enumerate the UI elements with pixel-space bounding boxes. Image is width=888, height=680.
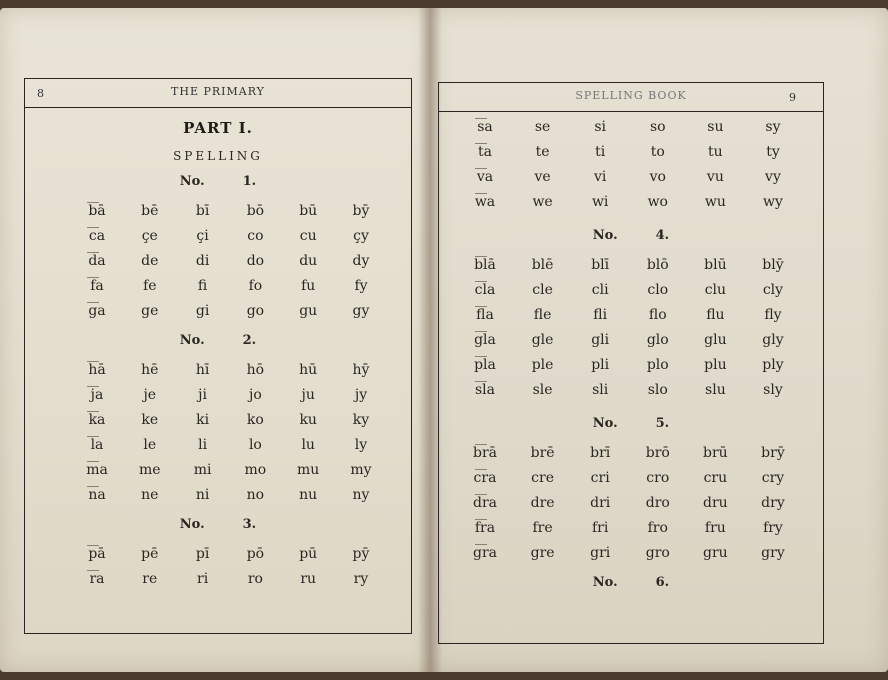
syllable: slu bbox=[705, 382, 726, 398]
syllable: gly bbox=[762, 332, 784, 348]
syllable-row bbox=[439, 165, 823, 190]
syllable: mo bbox=[244, 462, 267, 478]
syllable: de bbox=[141, 253, 159, 269]
syllable: ny bbox=[352, 487, 370, 503]
syllable: ke bbox=[141, 412, 159, 428]
syllable: vi bbox=[593, 169, 607, 185]
syllable-row bbox=[439, 353, 823, 378]
syllable: cry bbox=[761, 470, 785, 486]
group-heading bbox=[439, 570, 823, 596]
syllable: brē bbox=[530, 445, 555, 461]
right-page-header bbox=[439, 83, 823, 112]
syllable: brū bbox=[703, 445, 728, 461]
syllable: nu bbox=[299, 487, 318, 503]
syllable: tu bbox=[708, 144, 723, 160]
syllable: blȳ bbox=[762, 257, 784, 273]
syllable: se bbox=[534, 119, 551, 135]
part-title: PART I. bbox=[183, 119, 253, 137]
group-label: No. bbox=[179, 174, 205, 189]
syllable: blē bbox=[531, 257, 554, 273]
group-label: No. bbox=[592, 416, 618, 431]
syllable: brȳ bbox=[761, 445, 785, 461]
syllable: clu bbox=[704, 282, 727, 298]
group-rows bbox=[25, 542, 411, 592]
syllable: dy bbox=[352, 253, 370, 269]
syllable: na bbox=[77, 483, 117, 508]
syllable: slo bbox=[647, 382, 668, 398]
syllable: cri bbox=[590, 470, 610, 486]
syllable: gla bbox=[465, 328, 505, 353]
syllable: vo bbox=[649, 169, 666, 185]
syllable: bō bbox=[246, 203, 265, 219]
syllable-row bbox=[25, 299, 411, 324]
group-number: 5. bbox=[655, 416, 670, 431]
group-heading bbox=[25, 512, 411, 538]
syllable: my bbox=[350, 462, 372, 478]
syllable-row bbox=[439, 466, 823, 491]
right-page bbox=[430, 8, 888, 672]
syllable-row bbox=[25, 458, 411, 483]
syllable-row bbox=[25, 249, 411, 274]
group-label: No. bbox=[179, 333, 205, 348]
syllable-row bbox=[439, 328, 823, 353]
syllable: çy bbox=[353, 228, 369, 244]
syllable: fre bbox=[532, 520, 553, 536]
syllable: fo bbox=[248, 278, 263, 294]
syllable: fly bbox=[764, 307, 782, 323]
group-label: No. bbox=[179, 517, 205, 532]
syllable: gro bbox=[645, 545, 670, 561]
syllable-row bbox=[439, 441, 823, 466]
syllable: fri bbox=[592, 520, 609, 536]
syllable: brī bbox=[590, 445, 611, 461]
syllable: vy bbox=[765, 169, 781, 185]
syllable: ji bbox=[198, 387, 207, 403]
page-number: 8 bbox=[37, 87, 45, 100]
syllable: gle bbox=[531, 332, 554, 348]
syllable-row bbox=[25, 224, 411, 249]
syllable: glo bbox=[646, 332, 669, 348]
syllable: so bbox=[649, 119, 666, 135]
group-rows bbox=[25, 358, 411, 508]
page-number: 9 bbox=[789, 91, 797, 104]
syllable: ly bbox=[354, 437, 368, 453]
syllable-row bbox=[439, 541, 823, 566]
syllable: lu bbox=[301, 437, 315, 453]
syllable-groups bbox=[25, 169, 411, 592]
syllable: bī bbox=[195, 203, 210, 219]
group-heading bbox=[25, 169, 411, 195]
syllable: cli bbox=[591, 282, 609, 298]
syllable-row bbox=[25, 358, 411, 383]
syllable: gi bbox=[195, 303, 210, 319]
syllable: do bbox=[246, 253, 265, 269]
syllable: ma bbox=[77, 458, 117, 483]
syllable: hī bbox=[195, 362, 210, 378]
running-title: SPELLING BOOK bbox=[575, 89, 687, 102]
syllable: no bbox=[246, 487, 265, 503]
syllable: cu bbox=[299, 228, 317, 244]
syllable: va bbox=[465, 165, 505, 190]
syllable: la bbox=[77, 433, 117, 458]
syllable-row bbox=[25, 408, 411, 433]
syllable: ra bbox=[77, 567, 117, 592]
syllable: to bbox=[650, 144, 665, 160]
syllable-row bbox=[25, 199, 411, 224]
syllable: fla bbox=[465, 303, 505, 328]
syllable: hō bbox=[246, 362, 265, 378]
syllable: plu bbox=[704, 357, 727, 373]
syllable: çi bbox=[196, 228, 209, 244]
left-page-content bbox=[25, 107, 411, 633]
syllable-row bbox=[439, 491, 823, 516]
syllable: fry bbox=[763, 520, 783, 536]
group-heading bbox=[439, 223, 823, 249]
syllable: pū bbox=[299, 546, 318, 562]
group-number: 1. bbox=[242, 174, 257, 189]
syllable: ty bbox=[766, 144, 780, 160]
syllable: dro bbox=[645, 495, 670, 511]
syllable: pē bbox=[141, 546, 159, 562]
syllable-row bbox=[25, 433, 411, 458]
syllable: pla bbox=[465, 353, 505, 378]
syllable: pȳ bbox=[352, 546, 370, 562]
syllable: cle bbox=[532, 282, 553, 298]
syllable: fro bbox=[647, 520, 668, 536]
syllable: fli bbox=[593, 307, 608, 323]
left-page bbox=[0, 8, 430, 672]
syllable: brā bbox=[465, 441, 505, 466]
syllable: sla bbox=[465, 378, 505, 403]
syllable: cre bbox=[531, 470, 554, 486]
syllable: co bbox=[247, 228, 264, 244]
syllable-row bbox=[439, 303, 823, 328]
syllable: ta bbox=[465, 140, 505, 165]
syllable: wo bbox=[647, 194, 668, 210]
syllable-row bbox=[439, 378, 823, 403]
syllable: fru bbox=[704, 520, 726, 536]
syllable: hē bbox=[141, 362, 159, 378]
syllable: flu bbox=[706, 307, 725, 323]
syllable: gli bbox=[591, 332, 610, 348]
syllable: hū bbox=[299, 362, 318, 378]
group-heading bbox=[439, 411, 823, 437]
right-page-frame bbox=[438, 82, 824, 644]
syllable: wi bbox=[591, 194, 609, 210]
syllable: fa bbox=[77, 274, 117, 299]
syllable: gry bbox=[761, 545, 785, 561]
syllable-row bbox=[439, 516, 823, 541]
syllable: go bbox=[246, 303, 265, 319]
syllable: ku bbox=[299, 412, 317, 428]
syllable: bē bbox=[141, 203, 159, 219]
syllable: bȳ bbox=[352, 203, 370, 219]
syllable: te bbox=[535, 144, 550, 160]
syllable: wa bbox=[465, 190, 505, 215]
syllable: ko bbox=[246, 412, 264, 428]
syllable: brō bbox=[645, 445, 670, 461]
syllable: ro bbox=[247, 571, 263, 587]
syllable: lo bbox=[248, 437, 262, 453]
syllable: mu bbox=[297, 462, 320, 478]
syllable: ry bbox=[353, 571, 369, 587]
syllable-row bbox=[25, 542, 411, 567]
left-page-header bbox=[25, 79, 411, 108]
syllable-row bbox=[439, 140, 823, 165]
syllable: ky bbox=[352, 412, 370, 428]
syllable: fle bbox=[533, 307, 552, 323]
syllable: ca bbox=[77, 224, 117, 249]
syllable: ge bbox=[141, 303, 159, 319]
section-title: SPELLING bbox=[173, 149, 263, 163]
syllable: gre bbox=[530, 545, 555, 561]
group-rows bbox=[439, 253, 823, 403]
syllable: ki bbox=[196, 412, 210, 428]
syllable: wy bbox=[763, 194, 783, 210]
right-page-content bbox=[439, 111, 823, 643]
syllable: plo bbox=[646, 357, 669, 373]
syllable: ple bbox=[531, 357, 554, 373]
syllable: dre bbox=[530, 495, 555, 511]
syllable: mi bbox=[193, 462, 212, 478]
syllable: pō bbox=[246, 546, 265, 562]
syllable: fy bbox=[354, 278, 368, 294]
running-title: THE PRIMARY bbox=[171, 85, 265, 98]
syllable: blū bbox=[704, 257, 727, 273]
syllable-row bbox=[439, 190, 823, 215]
syllable: flo bbox=[648, 307, 667, 323]
syllable: li bbox=[198, 437, 208, 453]
syllable: sly bbox=[763, 382, 783, 398]
syllable: cla bbox=[465, 278, 505, 303]
syllable-row bbox=[439, 253, 823, 278]
syllable: hā bbox=[77, 358, 117, 383]
syllable: dri bbox=[590, 495, 611, 511]
syllable: wu bbox=[704, 194, 726, 210]
syllable: bā bbox=[77, 199, 117, 224]
syllable: blō bbox=[646, 257, 669, 273]
syllable: gra bbox=[465, 541, 505, 566]
syllable: fe bbox=[143, 278, 157, 294]
syllable: da bbox=[77, 249, 117, 274]
group-number: 3. bbox=[242, 517, 257, 532]
syllable: ju bbox=[301, 387, 315, 403]
syllable: clo bbox=[647, 282, 669, 298]
syllable: cly bbox=[762, 282, 784, 298]
syllable: cro bbox=[646, 470, 670, 486]
syllable: ti bbox=[595, 144, 606, 160]
syllable: ru bbox=[300, 571, 317, 587]
syllable: pli bbox=[591, 357, 610, 373]
group-rows bbox=[25, 199, 411, 324]
syllable-row bbox=[439, 278, 823, 303]
syllable-row bbox=[25, 483, 411, 508]
syllable: glu bbox=[704, 332, 727, 348]
syllable: ply bbox=[762, 357, 784, 373]
syllable: jy bbox=[354, 387, 368, 403]
syllable: ni bbox=[195, 487, 210, 503]
syllable: di bbox=[195, 253, 210, 269]
syllable-row bbox=[25, 274, 411, 299]
syllable: cra bbox=[465, 466, 505, 491]
syllable: cru bbox=[703, 470, 728, 486]
syllable: bū bbox=[299, 203, 318, 219]
syllable-row bbox=[25, 383, 411, 408]
group-number: 4. bbox=[655, 228, 670, 243]
syllable: vu bbox=[706, 169, 724, 185]
syllable: pī bbox=[195, 546, 210, 562]
syllable: gri bbox=[590, 545, 611, 561]
syllable: hȳ bbox=[352, 362, 370, 378]
syllable: ne bbox=[141, 487, 159, 503]
group-label: No. bbox=[592, 228, 618, 243]
syllable: blā bbox=[465, 253, 505, 278]
syllable: fra bbox=[465, 516, 505, 541]
syllable-row bbox=[25, 567, 411, 592]
left-page-frame bbox=[24, 78, 412, 634]
syllable: ja bbox=[77, 383, 117, 408]
syllable-groups bbox=[439, 223, 823, 566]
syllable: dra bbox=[465, 491, 505, 516]
group-number: 6. bbox=[655, 575, 670, 590]
syllable: re bbox=[142, 571, 158, 587]
syllable: si bbox=[594, 119, 607, 135]
syllable-lead-rows bbox=[439, 115, 823, 215]
syllable: ka bbox=[77, 408, 117, 433]
syllable: me bbox=[139, 462, 161, 478]
syllable: gu bbox=[299, 303, 318, 319]
syllable: fu bbox=[301, 278, 316, 294]
syllable: sa bbox=[465, 115, 505, 140]
syllable: fi bbox=[197, 278, 208, 294]
book-gutter bbox=[418, 8, 442, 672]
syllable-row bbox=[439, 115, 823, 140]
group-number: 2. bbox=[242, 333, 257, 348]
syllable: we bbox=[532, 194, 553, 210]
group-rows bbox=[439, 441, 823, 566]
group-heading bbox=[25, 328, 411, 354]
syllable: jo bbox=[249, 387, 262, 403]
syllable: ve bbox=[534, 169, 551, 185]
syllable: ga bbox=[77, 299, 117, 324]
syllable: le bbox=[143, 437, 157, 453]
syllable: sli bbox=[592, 382, 609, 398]
syllable: çe bbox=[141, 228, 158, 244]
syllable: blī bbox=[591, 257, 610, 273]
syllable: gy bbox=[352, 303, 370, 319]
syllable: ri bbox=[197, 571, 209, 587]
syllable: je bbox=[143, 387, 157, 403]
syllable: dry bbox=[761, 495, 785, 511]
syllable: su bbox=[707, 119, 724, 135]
syllable: sle bbox=[532, 382, 553, 398]
syllable: gru bbox=[703, 545, 728, 561]
syllable: pā bbox=[77, 542, 117, 567]
group-label: No. bbox=[592, 575, 618, 590]
syllable: dru bbox=[703, 495, 728, 511]
syllable: sy bbox=[765, 119, 781, 135]
syllable: du bbox=[299, 253, 318, 269]
